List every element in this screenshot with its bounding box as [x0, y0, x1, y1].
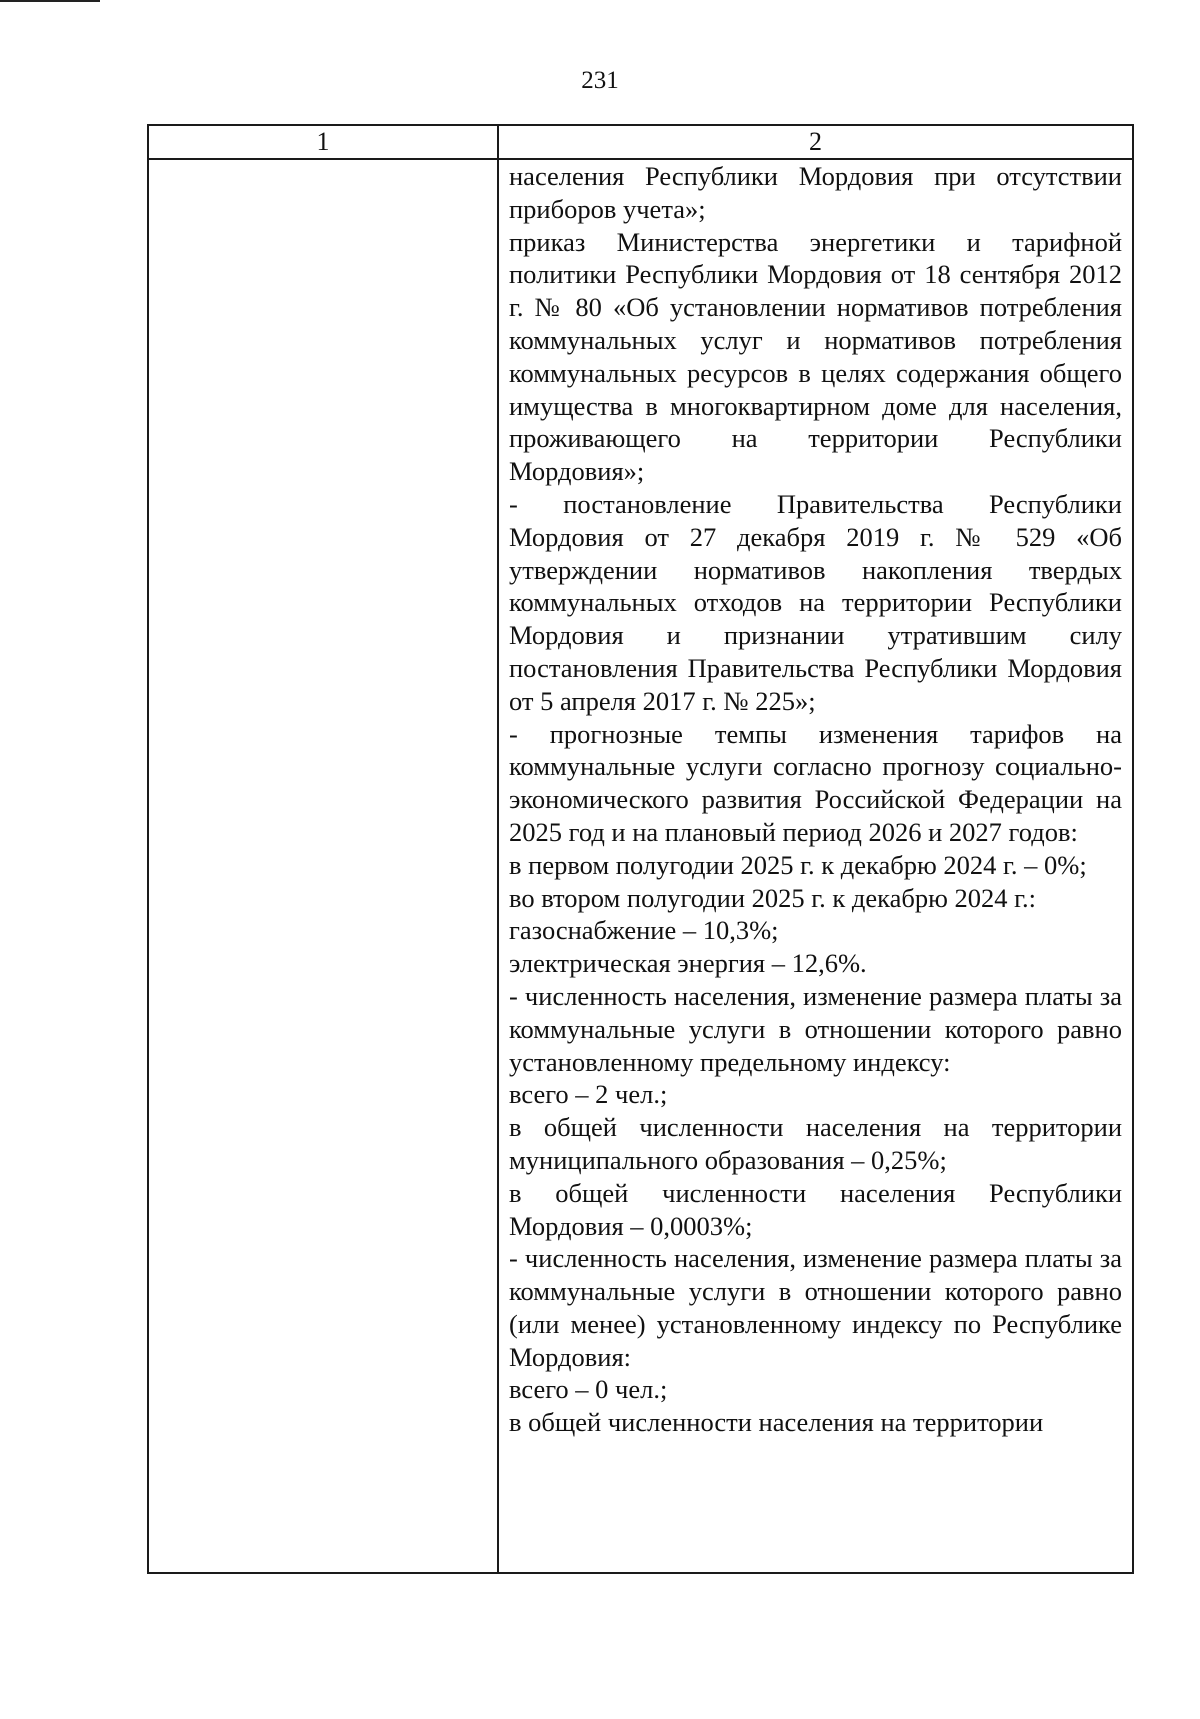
paragraph: в первом полугодии 2025 г. к декабрю 2024 г. – 0%; — [509, 849, 1087, 880]
table-header-row — [149, 126, 1132, 160]
paragraph: в общей численности населения на территории — [509, 1407, 1044, 1438]
paragraph: газоснабжение – 10,3%; — [509, 915, 779, 946]
paragraph: всего – 2 чел.; — [509, 1079, 668, 1110]
column-divider — [497, 126, 499, 1572]
paragraph: электрическая энергия – 12,6%. — [509, 948, 867, 979]
paragraph: населения Республики Мордовия при отсутствии приборов учета»; — [509, 161, 1122, 224]
paragraph: в общей численности населения Республики Мордовия – 0,0003%; — [509, 1177, 1122, 1241]
column-2-content — [509, 160, 1122, 1439]
document-table — [147, 124, 1134, 1574]
paragraph: - постановление Правительства Республики Мордовия от 27 декабря 2019 г. № 529 «Об утверждении нормативов накопления твердых коммунальных отходов на территории Республики Мордовия и признании утратившим силу постановления Правительства Республики Мордовия от 5 апреля 2017 г. № 225»; — [509, 488, 1122, 716]
column-header-2: 2 — [809, 127, 822, 156]
column-header-1: 1 — [316, 127, 330, 156]
paragraph: - численность населения, изменение размера платы за коммунальные услуги в отношении которого равно (или менее) установленному индексу по Республике Мордовия: — [509, 1243, 1122, 1372]
paragraph: приказ Министерства энергетики и тарифной политики Республики Мордовия от 18 сентября 2012 г. № 80 «Об установлении нормативов потребления коммунальных услуг и нормативов потребления коммунальных ресурсов в целях содержания общего имущества в многоквартирном доме для населения, проживающего на территории Республики Мордовия»; — [509, 226, 1122, 487]
paragraph: во втором полугодии 2025 г. к декабрю 2024 г.: — [509, 882, 1037, 913]
paragraph: всего – 0 чел.; — [509, 1374, 668, 1405]
scan-edge-line — [0, 0, 100, 2]
paragraph: - численность населения, изменение размера платы за коммунальные услуги в отношении которого равно установленному предельному индексу: — [509, 980, 1122, 1077]
page-number: 231 — [581, 67, 619, 94]
paragraph: в общей численности населения на территории муниципального образования – 0,25%; — [509, 1112, 1122, 1175]
paragraph: - прогнозные темпы изменения тарифов на коммунальные услуги согласно прогнозу социально-экономического развития Российской Федерации на 2025 год и на плановый период 2026 и 2027 годов: — [509, 718, 1122, 847]
